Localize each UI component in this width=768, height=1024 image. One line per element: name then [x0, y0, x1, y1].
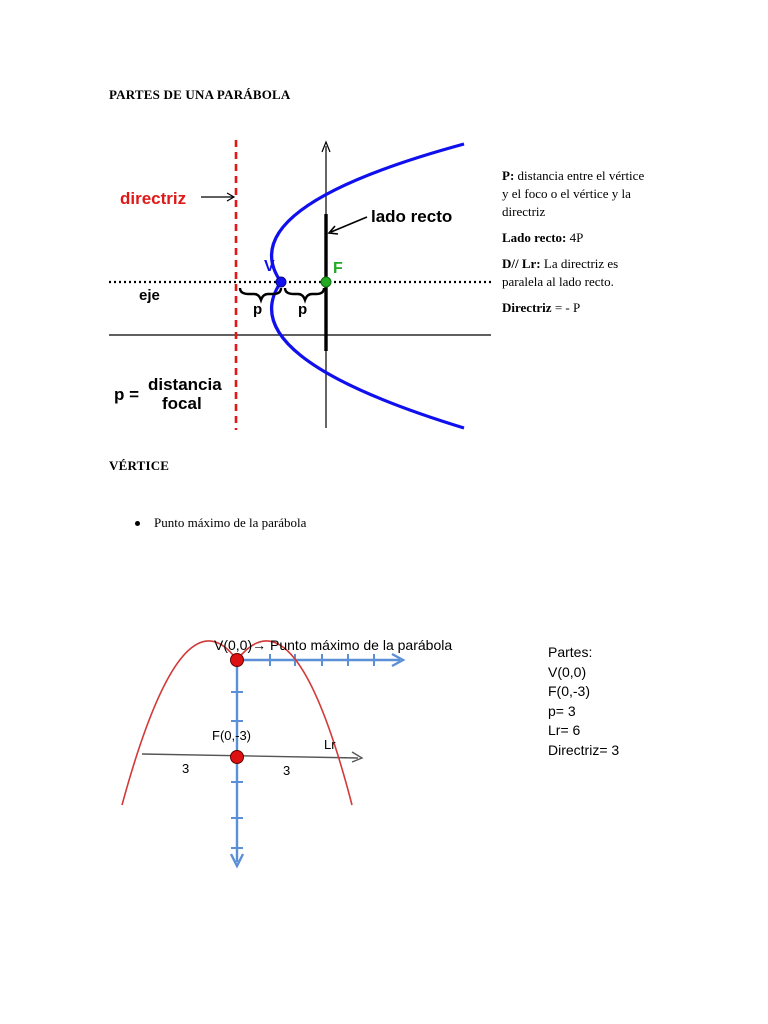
- partes-vertex: V(0,0): [548, 663, 587, 680]
- partes-lr: Lr= 6: [548, 722, 581, 738]
- p-equals-label: p =: [114, 385, 140, 404]
- partes-title: Partes:: [548, 644, 593, 660]
- right-distance-label: 3: [283, 763, 291, 778]
- focus-label: F(0,-3): [212, 728, 251, 743]
- partes-panel: [548, 643, 619, 760]
- section-heading-vertice: VÉRTICE: [109, 458, 170, 473]
- p-label-left: p: [253, 301, 263, 318]
- focus-point: [321, 277, 331, 287]
- lado-recto-term: Lado recto:: [502, 230, 567, 245]
- p-term: P:: [502, 168, 515, 183]
- brace-right: [285, 288, 324, 300]
- lado-recto-label: lado recto: [371, 207, 453, 226]
- left-distance-label: 3: [182, 761, 190, 776]
- partes-focus: F(0,-3): [548, 683, 590, 699]
- section-heading-partes: PARTES DE UNA PARÁBOLA: [109, 87, 291, 102]
- p-label-right: p: [298, 301, 308, 318]
- vertex-label: V: [264, 258, 275, 275]
- dlr-definition: La directriz es paralela al lado recto.: [502, 256, 619, 289]
- latus-rectum-line: [142, 754, 358, 758]
- partes-directriz: Directriz= 3: [548, 741, 620, 758]
- p-definition: distancia entre el vértice y el foco o el vértice y la directriz: [502, 168, 645, 219]
- definitions-panel: [502, 167, 650, 325]
- eje-label: eje: [139, 287, 160, 304]
- vertex-point: [276, 277, 286, 287]
- partes-p: p= 3: [548, 702, 576, 719]
- dlr-term: D// Lr:: [502, 256, 541, 271]
- lr-label: Lr: [324, 737, 336, 752]
- definition-lado-recto: [502, 229, 650, 247]
- bullet-dot-icon: [135, 521, 140, 526]
- lado-recto-pointer: [331, 217, 367, 232]
- vertex-parabola-diagram: [120, 630, 480, 875]
- definition-dlr: [502, 255, 650, 291]
- definition-directriz: [502, 299, 650, 317]
- parabola-parts-diagram: [109, 138, 494, 433]
- bullet-item: [135, 515, 306, 531]
- focus-label: F: [333, 260, 343, 277]
- focal-label: focal: [162, 394, 202, 413]
- directriz-term: Directriz: [502, 300, 552, 315]
- focus-point: [231, 751, 244, 764]
- vertex-point: [231, 654, 244, 667]
- directriz-definition: = - P: [551, 300, 581, 315]
- vertex-caption: V(0,0)→ Punto máximo de la parábola: [214, 637, 453, 653]
- definition-p: [502, 167, 650, 221]
- bullet-text: Punto máximo de la parábola: [154, 515, 307, 530]
- lado-recto-definition: 4P: [566, 230, 584, 245]
- parabola-curve: [272, 144, 464, 428]
- distancia-label: distancia: [148, 375, 222, 394]
- directriz-label: directriz: [120, 189, 187, 208]
